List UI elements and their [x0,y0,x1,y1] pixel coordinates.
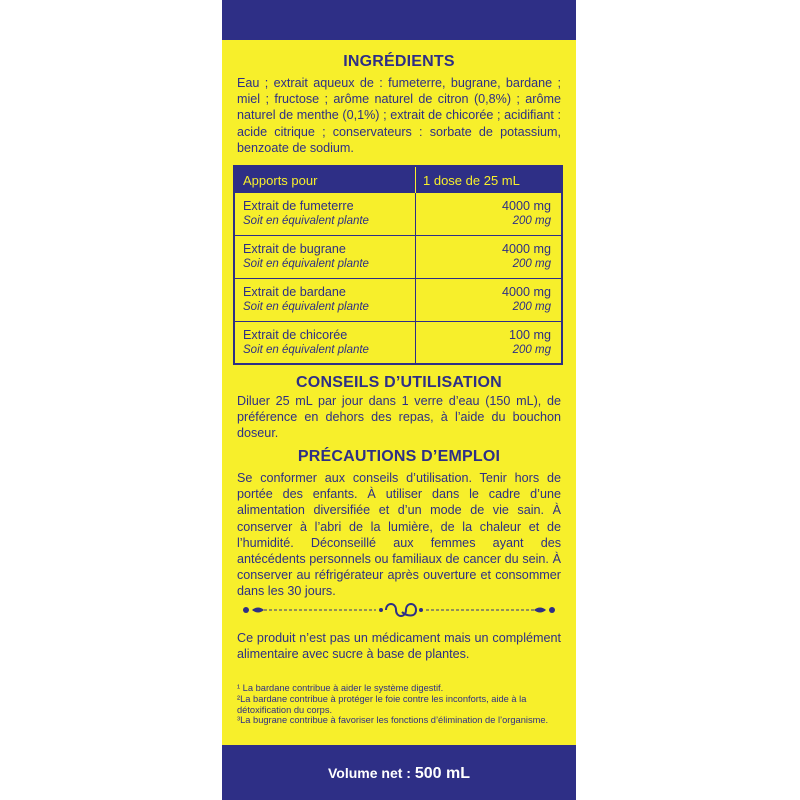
row-name: Extrait de chicorée [243,328,348,342]
footnote-1: ¹ La bardane contribue à aider le système digestif. [237,683,444,693]
table-row [235,236,561,279]
row-amount-equiv: 200 mg [512,301,551,313]
conseils-text: Diluer 25 mL par jour dans 1 verre d’eau (150 mL), de préférence en dehors des repas, à l’aide du bouchon doseur. [237,394,561,441]
table-row [235,193,561,236]
row-name: Extrait de fumeterre [243,199,354,213]
table-row [235,322,561,365]
row-amount-equiv: 200 mg [512,258,551,270]
row-separator [415,322,416,365]
header-col-apports: Apports pour [243,173,318,188]
row-amount-equiv: 200 mg [512,215,551,227]
row-equiv-label: Soit en équivalent plante [243,301,369,313]
footnote-3: ³La bugrane contribue à favoriser les fonctions d’élimination de l’organisme. [237,715,549,726]
precautions-title: PRÉCAUTIONS D’EMPLOI [297,448,501,465]
row-equiv-label: Soit en équivalent plante [243,344,369,356]
notice-text: Ce produit n’est pas un médicament mais un complément alimentaire avec sucre à base de plantes. [237,631,561,662]
table-header [235,167,561,193]
row-equiv-label: Soit en équivalent plante [243,258,369,270]
net-volume [222,765,576,783]
header-separator [415,167,416,193]
row-name: Extrait de bardane [243,285,346,299]
row-name: Extrait de bugrane [243,242,346,256]
row-separator [415,236,416,278]
decorative-divider-icon [236,600,562,620]
row-amount: 4000 mg [501,199,551,213]
row-separator [415,279,416,321]
volume-value: 500 mL [414,765,470,782]
row-separator [415,193,416,235]
row-amount: 4000 mg [501,285,551,299]
conseils-title: CONSEILS D’UTILISATION [296,374,502,391]
row-amount-equiv: 200 mg [512,344,551,356]
volume-label: Volume net : [328,765,411,781]
header-col-dose: 1 dose de 25 mL [423,173,520,188]
row-equiv-label: Soit en équivalent plante [243,215,369,227]
row-amount: 100 mg [508,328,551,342]
product-label-panel [222,0,576,800]
table-row [235,279,561,322]
row-amount: 4000 mg [501,242,551,256]
top-color-band [222,0,576,40]
nutrition-table [233,165,563,365]
footnotes [237,683,561,726]
ingredients-text: Eau ; extrait aqueux de : fumeterre, bugrane, bardane ; miel ; fructose ; arôme naturel de citron (0,8%) ; arôme naturel de menthe (0,1%) ; extrait de chicorée ; acidifiant : acide citrique ; conservateurs : sorbate de potassium, benzoate de sodium. [237,76,561,155]
ingredients-title: INGRÉDIENTS [343,53,455,70]
footnote-2: ²La bardane contribue à protéger le foie contre les inconforts, aide à la détoxification du corps. [237,693,527,715]
precautions-text: Se conformer aux conseils d’utilisation. Tenir hors de portée des enfants. À utiliser dans le cadre d’une alimentation diversifiée et d’un mode de vie sain. À conserver à l’abri de la lumière, de la chaleur et de l’humidité. Déconseillé aux femmes ayant des antécédents personnels ou familiaux de cancer du sein. À conserver au réfrigérateur après ouverture et consommer dans les 30 jours. [237,471,561,599]
